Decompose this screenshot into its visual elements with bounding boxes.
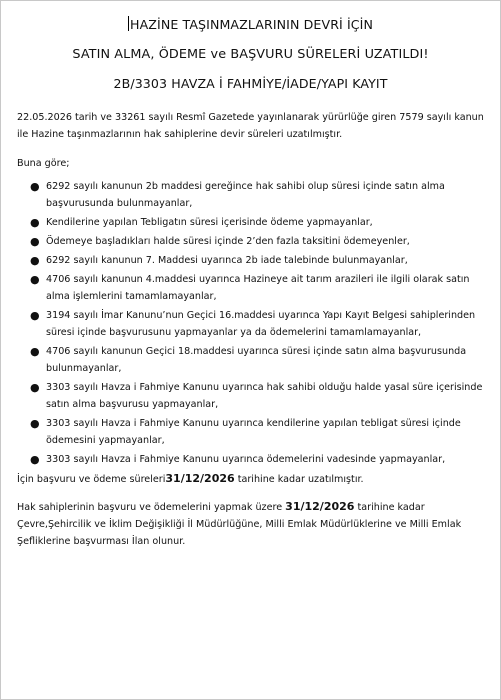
list-item [17,178,495,212]
closing-suffix: tarihine kadar Çevre,Şehircilik ve İklim Değişikliği İl Müdürlüğüne, Milli Emlak Müdürlüklerine ve Milli Emlak Şefliklerine başvurması İlan olunur. [17,502,462,547]
bullet-icon: ● [30,453,40,466]
list-item [17,307,495,341]
closing-paragraph [17,498,495,550]
list-item [17,343,495,377]
deadline-prefix: İçin başvuru ve ödeme süreleri [17,474,166,485]
list-item-text: 6292 sayılı kanunun 2b maddesi gereğince hak sahibi olup süresi içinde satın alma başvurusunda bulunmayanlar, [46,181,445,209]
list-item-text: 3303 sayılı Havza i Fahmiye Kanunu uyarınca kendilerine yapılan tebligat süresi içinde ödemesini yapmayanlar, [46,418,461,446]
bullet-icon: ● [30,216,40,229]
list-item-text: 4706 sayılı kanunun Geçici 18.maddesi uyarınca süresi içinde satın alma başvurusunda bulunmayanlar, [46,346,467,374]
list-item [17,252,495,269]
document-body [17,109,495,550]
deadline-date: 31/12/2026 [165,472,235,485]
intro-paragraph: 22.05.2026 tarih ve 33261 sayılı Resmî Gazetede yayınlanarak yürürlüğe giren 7579 sayılı kanun ile Hazine taşınmazlarının hak sahiplerine devir süreleri uzatılmıştır. [17,112,484,140]
list-item-text: Ödemeye başladıkları halde süresi içinde 2’den fazla taksitini ödemeyenler, [46,236,410,247]
title-line-2: SATIN ALMA, ÖDEME ve BAŞVURU SÜRELERİ UZATILDI! [72,47,429,62]
buna-gore-text: Buna göre; [17,158,70,169]
title-line-1 [1,16,500,32]
bullet-icon: ● [30,254,40,267]
list-item [17,451,495,468]
list-item [17,271,495,305]
list-item [17,233,495,250]
list-item-text: 3194 sayılı İmar Kanunu’nun Geçici 16.maddesi uyarınca Yapı Kayıt Belgesi sahiplerinden süresi içinde başvurusunu yapmayanlar ya da ödemelerini tamamlamayanlar, [46,310,476,338]
deadline-paragraph [17,470,495,488]
list-item [17,379,495,413]
eligibility-list [17,178,495,468]
closing-date: 31/12/2026 [285,500,355,513]
bullet-icon: ● [30,309,40,322]
bullet-icon: ● [30,273,40,286]
bullet-icon: ● [30,235,40,248]
bullet-icon: ● [30,180,40,193]
bullet-icon: ● [30,417,40,430]
list-item-text: 3303 sayılı Havza i Fahmiye Kanunu uyarınca ödemelerini vadesinde yapmayanlar, [46,454,446,465]
title-line-3: 2B/3303 HAVZA İ FAHMİYE/İADE/YAPI KAYIT [113,76,388,91]
bullet-icon: ● [30,345,40,358]
list-item [17,415,495,449]
list-item [17,214,495,231]
bullet-icon: ● [30,381,40,394]
title-line-1-text: HAZİNE TAŞINMAZLARININ DEVRİ İÇİN [130,17,373,32]
deadline-suffix: tarihine kadar uzatılmıştır. [234,474,364,485]
list-item-text: 3303 sayılı Havza i Fahmiye Kanunu uyarınca hak sahibi olduğu halde yasal süre içerisinde satın alma başvurusu yapmayanlar, [46,382,483,410]
list-item-text: Kendilerine yapılan Tebligatın süresi içerisinde ödeme yapmayanlar, [46,217,373,228]
list-item-text: 6292 sayılı kanunun 7. Maddesi uyarınca 2b iade talebinde bulunmayanlar, [46,255,408,266]
closing-prefix: Hak sahiplerinin başvuru ve ödemelerini yapmak üzere [17,502,283,513]
text-cursor [128,16,129,31]
list-item-text: 4706 sayılı kanunun 4.maddesi uyarınca Hazineye ait tarım arazileri ile ilgili olarak satın alma işlemlerini tamamlamayanlar, [46,274,470,302]
